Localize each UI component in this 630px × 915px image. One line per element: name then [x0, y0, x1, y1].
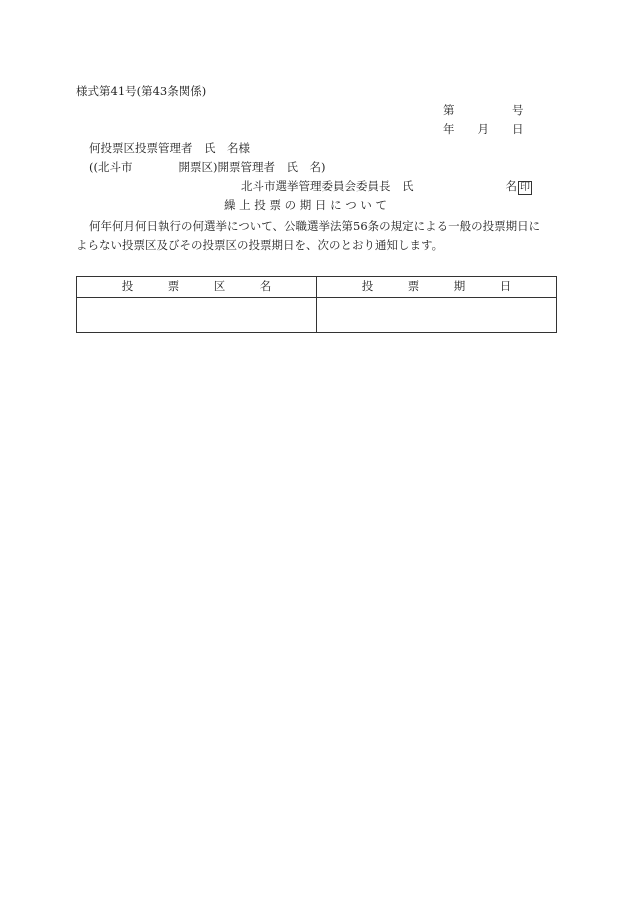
sender-line — [241, 181, 532, 195]
form-number: 様式第41号(第43条関係) — [76, 84, 207, 98]
addressee: 何投票区投票管理者 氏 名様 — [89, 141, 250, 155]
voting-district-table — [76, 276, 557, 333]
document-title: 繰 上 投 票 の 期 日 に つ い て — [224, 198, 388, 212]
document-number-label: 第 号 — [443, 103, 524, 117]
header-voting-district-name: 投 票 区 名 — [77, 277, 317, 298]
body-text-line-1: 何年何月何日執行の何選挙について、公職選挙法第56条の規定による一般の投票期日に — [89, 219, 541, 233]
sender-name: 北斗市選挙管理委員会委員長 氏 名 — [241, 179, 517, 193]
cell-district-name[interactable] — [77, 298, 317, 333]
date-label: 年 月 日 — [443, 122, 524, 136]
body-text-line-2: よらない投票区及びその投票区の投票期日を、次のとおり通知します。 — [76, 238, 444, 252]
table-header-row — [77, 277, 557, 298]
seal-mark: 印 — [520, 182, 530, 193]
table-row — [77, 298, 557, 333]
cell-voting-date[interactable] — [317, 298, 557, 333]
cc-addressee: ((北斗市 開票区)開票管理者 氏 名) — [89, 160, 326, 174]
header-voting-date: 投 票 期 日 — [317, 277, 557, 298]
